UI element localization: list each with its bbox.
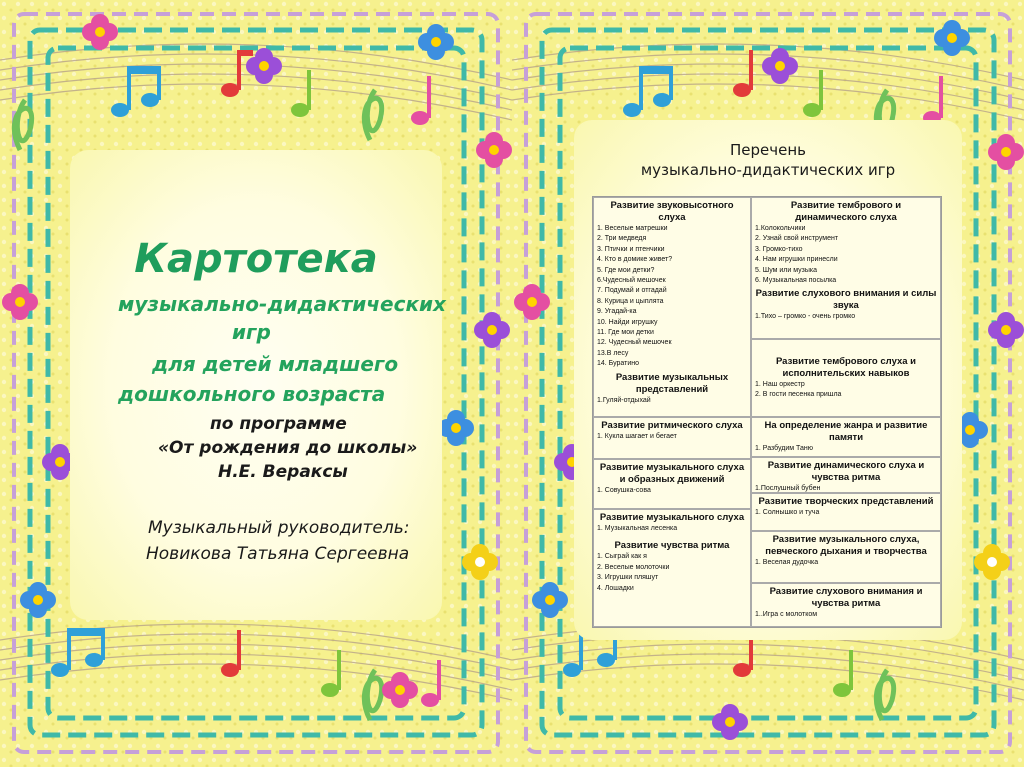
section-heading: Развитие музыкального слуха и образных движений: [599, 462, 745, 485]
list-item: 3. Громко-тихо: [755, 245, 803, 253]
program-name: «От рождения до школы»: [158, 438, 418, 458]
section-heading: Развитие музыкальных представлений: [615, 371, 729, 395]
author-name: Новикова Татьяна Сергеевна: [146, 544, 410, 564]
list-item: 1.Тихо – громко - очень громко: [755, 313, 856, 321]
list-item: 5. Шум или музыка: [755, 266, 817, 274]
section-heading: Развитие динамического слуха и чувства ритма: [767, 460, 925, 483]
cell-genre-memory: [751, 417, 941, 457]
section-heading: Развитие ритмического слуха: [601, 420, 743, 431]
cell-attention-rhythm: [751, 583, 941, 627]
games-table: [592, 196, 942, 628]
list-item: 1..Игра с молотком: [755, 611, 818, 618]
list-item: 7. Подумай и отгадай: [597, 287, 667, 295]
list-title-line2: музыкально-дидактических игр: [640, 161, 896, 179]
list-item: 9. Угадай-ка: [597, 308, 637, 316]
list-item: 11. Где мои детки: [597, 329, 654, 337]
list-item: 3. Игрушки пляшут: [597, 574, 659, 582]
section-heading: На определение жанра и развитие памяти: [764, 420, 928, 443]
program-author: Н.Е. Вераксы: [218, 462, 348, 482]
list-item: 4. Кто в домике живет?: [597, 256, 673, 264]
list-item: 4. Лошадки: [597, 584, 634, 592]
audience-age: дошкольного возраста: [118, 382, 386, 406]
list-item: 6.Чудесный мешочек: [597, 277, 666, 285]
section-heading: Развитие чувства ритма: [614, 540, 730, 552]
section-heading: Развитие слухового внимания и чувства ритма: [769, 586, 923, 609]
list-item: 13.В лесу: [597, 349, 629, 357]
cell-pitch: [593, 197, 751, 417]
list-item: 1. Солнышко и туча: [755, 509, 820, 516]
list-item: 5. Где мои детки?: [597, 266, 655, 274]
section-heading: Развитие тембрового и динамического слуха: [790, 200, 902, 223]
list-item: 1. Совушка-сова: [597, 487, 651, 494]
page-title: Картотека: [134, 236, 378, 282]
subtitle-games: игр: [232, 320, 271, 344]
list-item: 1. Наш оркестр: [755, 381, 805, 388]
list-item: 1.Послушный бубен: [755, 485, 821, 492]
cell-dynamic-rhythm: [751, 457, 941, 493]
section-heading: Развитие тембрового слуха и исполнительских навыков: [775, 356, 917, 379]
list-title-line1: Перечень: [730, 141, 806, 159]
list-item: 1. Разбудим Таню: [755, 445, 814, 452]
list-item: 14. Буратино: [597, 360, 640, 368]
list-item: 2. Три медведя: [597, 235, 647, 243]
section-heading: Развитие звуковысотного слуха: [610, 200, 734, 223]
section-heading: Развитие музыкального слуха, певческого дыхания и творчества: [765, 534, 927, 557]
list-item: 2. Узнай свой инструмент: [755, 235, 839, 243]
cell-timbre-performing: [751, 339, 941, 417]
list-item: 2. В гости песенка пришла: [755, 391, 842, 399]
list-item: 1. Музыкальная лесенка: [597, 525, 678, 532]
list-item: 1.Гуляй-отдыхай: [597, 396, 651, 404]
list-item: 3. Птички и птенчики: [597, 245, 665, 253]
subtitle: музыкально-дидактических: [118, 292, 446, 316]
list-item: 12. Чудесный мешочек: [597, 339, 672, 347]
section-heading: Развитие музыкального слуха: [599, 512, 745, 523]
list-item: 8. Курица и цыплята: [597, 297, 664, 305]
audience: для детей младшего: [152, 352, 399, 376]
list-item: 1. Веселые матрешки: [597, 225, 668, 232]
list-item: 6. Музыкальная посылка: [755, 277, 837, 285]
section-heading: Развитие слухового внимания и силы звука: [755, 288, 937, 312]
cell-timbre-dynamic: [751, 197, 941, 339]
cell-rhythmic: [593, 417, 751, 459]
list-item: 1. Кукла шагает и бегает: [597, 433, 677, 440]
list-item: 1.Колокольчики: [755, 225, 806, 232]
list-title: [512, 140, 1024, 180]
list-item: 1. Сыграй как я: [597, 553, 647, 561]
list-item: 10. Найди игрушку: [597, 318, 658, 326]
program-label: по программе: [210, 414, 347, 434]
cell-imagery: [593, 459, 751, 509]
author-role: Музыкальный руководитель:: [148, 518, 410, 538]
list-item: 4. Нам игрушки принесли: [755, 256, 838, 264]
cell-hearing-breath: [751, 531, 941, 583]
cell-musical-hearing: [593, 509, 751, 627]
cell-creative: [751, 493, 941, 531]
list-item: 2. Веселые молоточки: [597, 563, 670, 571]
list-item: 1. Веселая дудочка: [755, 559, 819, 566]
section-heading: Развитие творческих представлений: [758, 496, 934, 507]
